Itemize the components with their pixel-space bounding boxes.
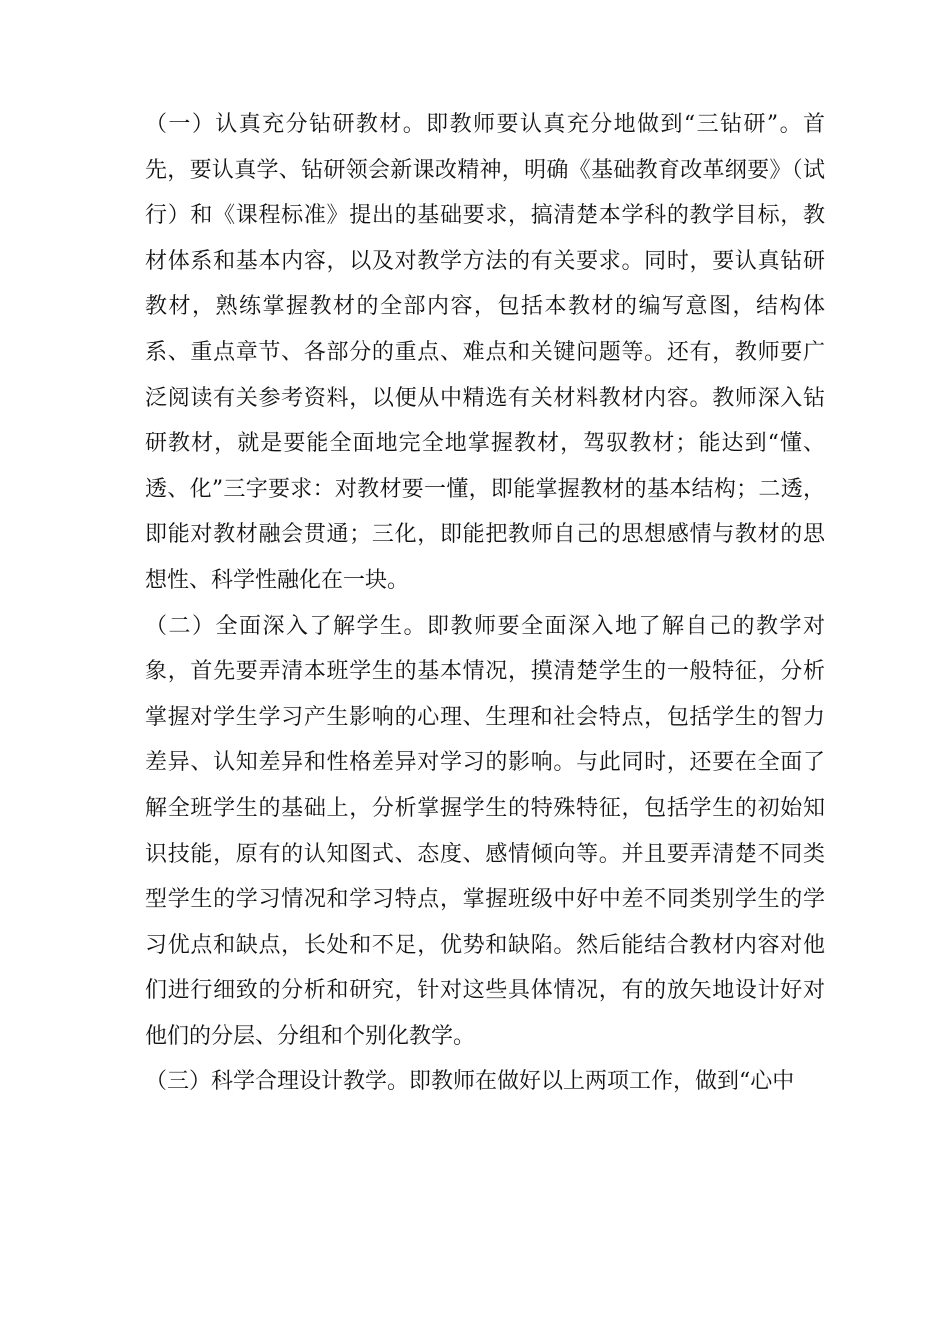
paragraph-study-textbook: （一）认真充分钻研教材。即教师要认真充分地做到“三钻研”。首先，要认真学、钻研领会新课改精神，明确《基础教育改革纲要》（试行）和《课程标准》提出的基础要求，搞清楚本学科的教学目标，教材体系和基本内容，以及对教学方法的有关要求。同时，要认真钻研教材，熟练掌握教材的全部内容，包括本教材的编写意图，结构体系、重点章节、各部分的重点、难点和关键问题等。还有，教师要广泛阅读有关参考资料，以便从中精选有关材料教材内容。教师深入钻研教材，就是要能全面地完全地掌握教材，驾驭教材；能达到“懂、透、化”三字要求：对教材要一懂，即能掌握教材的基本结构；二透，即能对教材融会贯通；三化，即能把教师自己的思想感情与教材的思想性、科学性融化在一块。 [145, 112, 825, 593]
paragraph-understand-students: （二）全面深入了解学生。即教师要全面深入地了解自己的教学对象，首先要弄清本班学生的基本情况，摸清楚学生的一般特征，分析掌握对学生学习产生影响的心理、生理和社会特点，包括学生的智力差异、认知差异和性格差异对学习的影响。与此同时，还要在全面了解全班学生的基础上，分析掌握学生的特殊特征，包括学生的初始知识技能，原有的认知图式、态度、感情倾向等。并且要弄清楚不同类型学生的学习情况和学习特点，掌握班级中好中差不同类别学生的学习优点和缺点，长处和不足，优势和缺陷。然后能结合教材内容对他们进行细致的分析和研究，针对这些具体情况，有的放矢地设计好对他们的分层、分组和个别化教学。 [145, 613, 825, 1049]
body-text [145, 102, 825, 1105]
paragraph-design-teaching: （三）科学合理设计教学。即教师在做好以上两项工作，做到“心中 [145, 1069, 795, 1095]
